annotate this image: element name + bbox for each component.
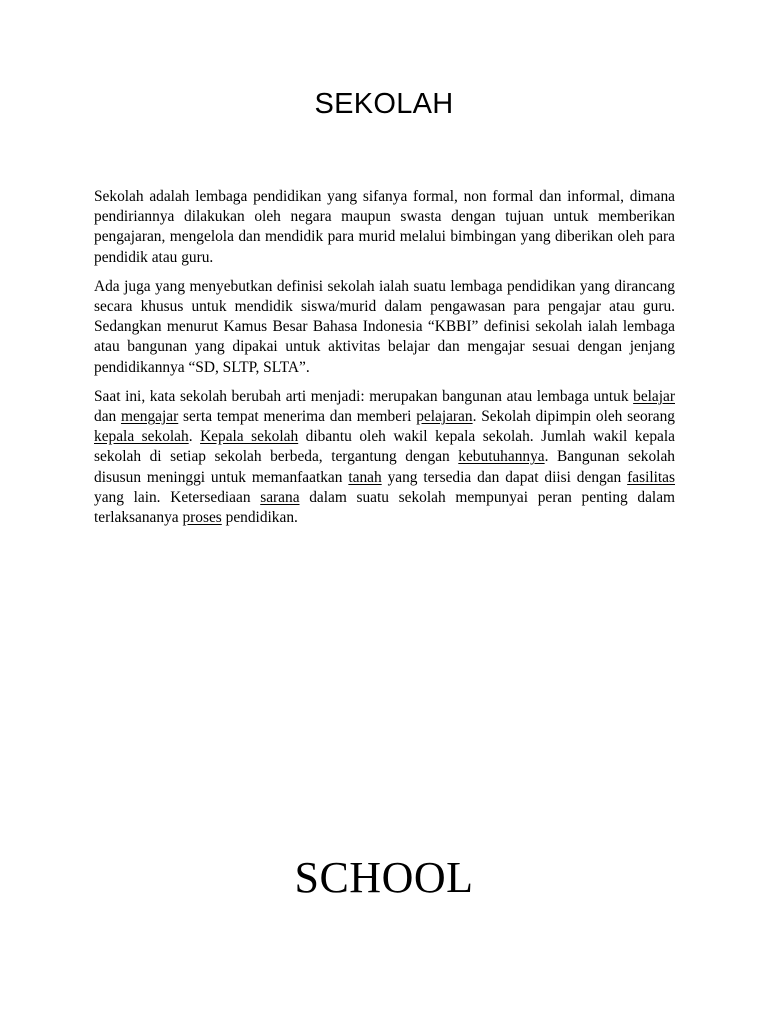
text-run: yang lain. Ketersediaan [94, 488, 261, 506]
link-mengajar[interactable]: mengajar [120, 408, 179, 426]
text-run: serta tempat menerima dan memberi [178, 408, 417, 426]
text-run: Saat ini, kata sekolah berubah arti menjadi: merupakan bangunan atau lembaga untuk [94, 387, 634, 405]
link-tanah[interactable]: tanah [348, 468, 382, 486]
link-pelajaran[interactable]: pelajaran [416, 408, 473, 426]
text-run: yang tersedia dan dapat diisi dengan [381, 468, 628, 486]
paragraph-current-meaning [94, 387, 675, 528]
link-proses[interactable]: proses [182, 509, 222, 527]
paragraph-definition: Sekolah adalah lembaga pendidikan yang sifanya formal, non formal dan informal, dimana pendiriannya dilakukan oleh negara maupun swasta dengan tujuan untuk memberikan pengajaran, mengelola dan mendidik para murid melalui bimbingan yang diberikan oleh para pendidik atau guru. [94, 188, 675, 266]
page-title: SEKOLAH [314, 88, 454, 120]
link-kepala-sekolah-2[interactable]: Kepala sekolah [200, 428, 299, 446]
text-run: dan [94, 408, 121, 426]
text-run: dibantu oleh wakil kepala sekolah. Jumlah wakil kepala sekolah di setiap sekolah berbeda, tergantung dengan [94, 428, 675, 466]
text-run: . Bangunan sekolah disusun meninggi untuk memanfaatkan [94, 448, 675, 486]
text-run: . [188, 428, 201, 446]
text-run: pendidikan. [221, 509, 298, 527]
link-kebutuhannya[interactable]: kebutuhannya [458, 448, 545, 466]
text-run: dalam suatu sekolah mempunyai peran penting dalam terlaksananya [94, 488, 675, 527]
link-kepala-sekolah[interactable]: kepala sekolah [94, 428, 189, 446]
link-sarana[interactable]: sarana [260, 488, 300, 506]
document-body [94, 187, 675, 537]
link-fasilitas[interactable]: fasilitas [627, 468, 675, 486]
paragraph-kbbi: Ada juga yang menyebutkan definisi sekolah ialah suatu lembaga pendidikan yang dirancang secara khusus untuk mendidik siswa/murid dalam pengawasan para pengajar atau guru. Sedangkan menurut Kamus Besar Bahasa Indonesia “KBBI” definisi sekolah ialah lembaga atau bangunan yang dipakai untuk aktivitas belajar dan mengajar sesuai dengan jenjang pendidikannya “SD, SLTP, SLTA”. [94, 277, 675, 376]
text-run: . Sekolah dipimpin oleh seorang [472, 408, 675, 426]
link-belajar[interactable]: belajar [633, 387, 675, 405]
footer-title: SCHOOL [294, 853, 474, 902]
